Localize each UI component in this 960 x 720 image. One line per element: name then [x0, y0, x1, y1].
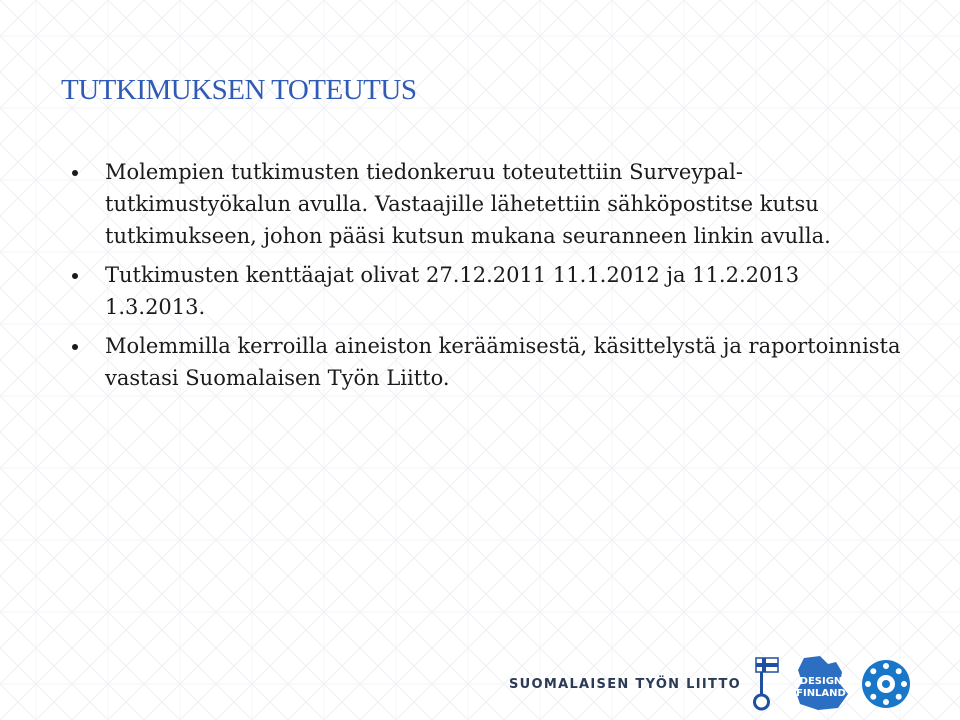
bullet-item [72, 259, 902, 323]
design-badge-line2: FINLAND [796, 688, 846, 699]
key-flag-icon [750, 656, 784, 714]
bullet-text: Tutkimusten kenttäajat olivat 27.12.2011 11.1.2012 ja 11.2.2013 1.3.2013. [105, 263, 800, 319]
bullet-dot-icon [72, 273, 78, 279]
slide-title: TUTKIMUKSEN TOTEUTUS [61, 74, 417, 106]
bullet-item [72, 156, 902, 252]
footer-brand-name: SUOMALAISEN TYÖN LIITTO [509, 677, 742, 692]
bullet-item [72, 330, 902, 394]
bullet-list [72, 156, 902, 401]
quality-wheel-icon [860, 658, 912, 710]
bullet-dot-icon [72, 170, 78, 176]
bullet-dot-icon [72, 344, 78, 350]
bullet-text: Molempien tutkimusten tiedonkeruu toteutettiin Surveypal-tutkimustyökalun avulla. Vastaajille lähetettiin sähköpostitse kutsu tutkimukseen, johon pääsi kutsun mukana seuranneen linkin avulla. [105, 160, 831, 248]
design-badge-line1: DESIGN [799, 676, 843, 687]
bullet-text: Molemmilla kerroilla aineiston keräämisestä, käsittelystä ja raportoinnista vastasi Suomalaisen Työn Liitto. [105, 334, 901, 390]
design-finland-badge [790, 654, 854, 712]
